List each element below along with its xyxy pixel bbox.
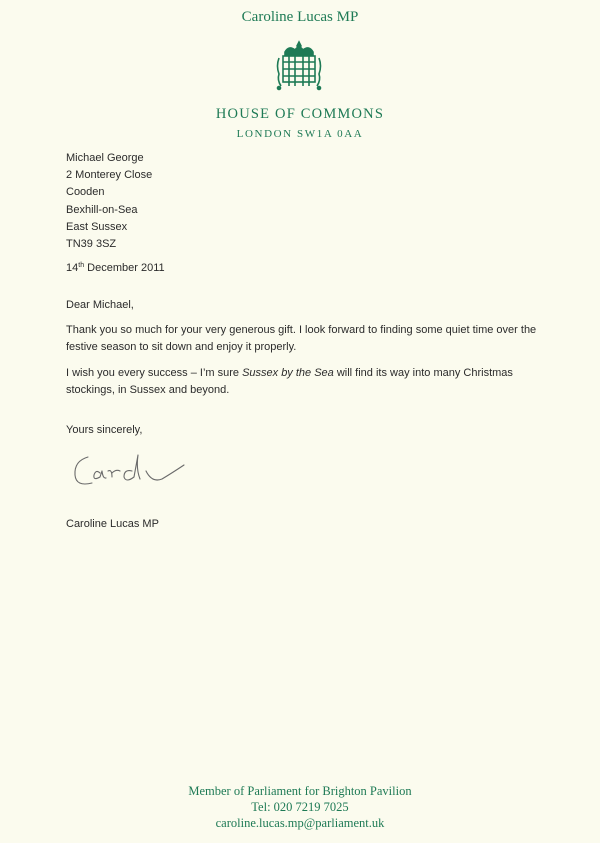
portcullis-icon (275, 40, 323, 92)
footer-constituency: Member of Parliament for Brighton Pavilion (188, 784, 412, 798)
date-suffix: th (78, 262, 85, 269)
recipient-line: 2 Monterey Close (66, 169, 153, 182)
paragraph-2-after: will find its way into many Christmas stockings, in Sussex and beyond. (66, 367, 513, 397)
paragraph-1: Thank you so much for your very generous gift. I look forward to finding some quiet time over the festive season to sit down and enjoy it properly. (66, 324, 537, 354)
date-rest: December 2011 (87, 262, 165, 274)
signature (66, 447, 196, 497)
footer-email: caroline.lucas.mp@parliament.uk (215, 816, 385, 830)
book-title: Sussex by the Sea (242, 367, 334, 379)
recipient-line: Cooden (66, 186, 105, 199)
recipient-line: East Sussex (66, 220, 128, 233)
recipient-line: TN39 3SZ (66, 238, 117, 251)
recipient-line: Michael George (66, 152, 144, 164)
letterhead-footer (0, 783, 600, 831)
house-address: LONDON SW1A 0AA (236, 128, 364, 140)
signer-name: Caroline Lucas MP (66, 518, 159, 530)
date-day: 14 (66, 262, 79, 274)
letterhead-name: Caroline Lucas MP (241, 9, 359, 25)
closing: Yours sincerely, (66, 424, 143, 436)
salutation: Dear Michael, (66, 299, 134, 311)
paragraph-2-before: I wish you every success – I’m sure (66, 367, 243, 379)
recipient-line: Bexhill-on-Sea (66, 203, 138, 216)
paragraph-2 (66, 365, 546, 399)
house-title: HOUSE OF COMMONS (215, 106, 385, 122)
recipient-address (66, 150, 152, 253)
letter-date (66, 260, 165, 277)
footer-telephone: Tel: 020 7219 7025 (251, 800, 349, 814)
